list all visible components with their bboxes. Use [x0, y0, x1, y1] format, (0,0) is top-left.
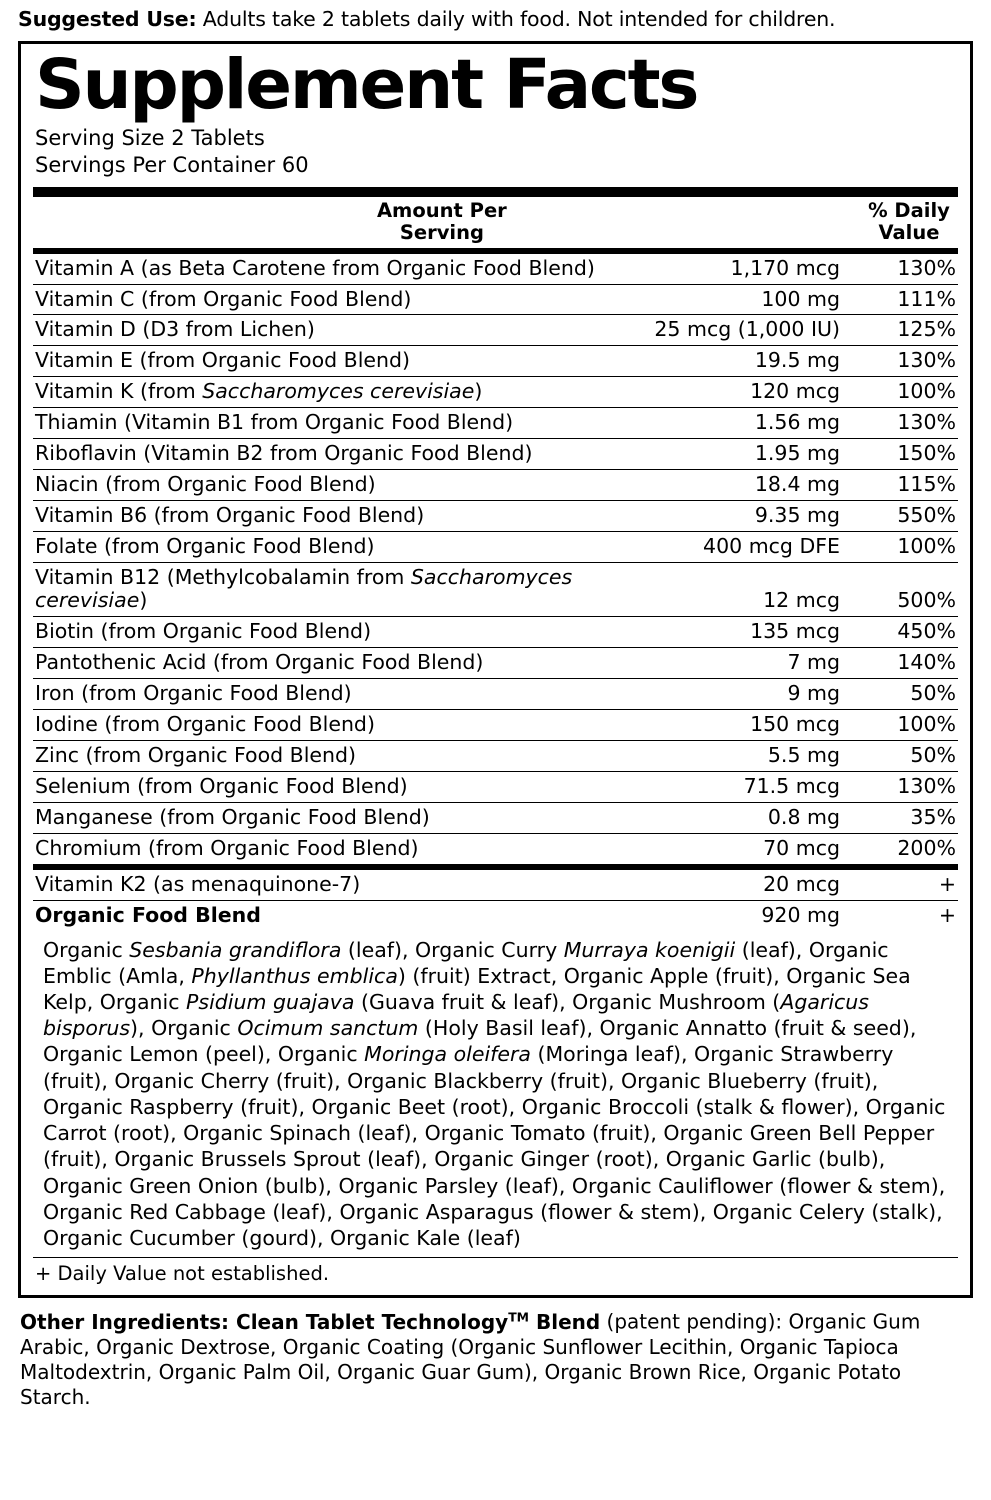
table-header-row [33, 197, 958, 248]
nutrient-name: Thiamin (Vitamin B1 from Organic Food Blend) [33, 408, 654, 439]
nutrient-daily-value: 500% [862, 563, 958, 617]
nutrient-amount: 25 mcg (1,000 IU) [654, 315, 862, 346]
nutrient-name: Vitamin E (from Organic Food Blend) [33, 346, 654, 377]
nutrient-daily-value: 200% [897, 835, 956, 860]
header-amount-per-serving: Amount Per Serving [376, 198, 507, 244]
nutrient-amount: 135 mcg [654, 617, 862, 648]
nutrient-amount: 0.8 mg [654, 802, 862, 833]
nutrient-amount: 70 mcg [763, 835, 840, 860]
nutrient-name: Chromium (from Organic Food Blend) [35, 835, 419, 860]
nutrient-amount: 1.56 mg [654, 408, 862, 439]
nutrient-amount: 18.4 mg [654, 470, 862, 501]
nutrition-table [33, 197, 958, 248]
serving-size: Serving Size 2 Tablets [35, 126, 265, 151]
blend-ingredients: Organic Sesbania grandiflora (leaf), Organic Curry Murraya koenigii (leaf), Organic Emblic (Amla, Phyllanthus emblica) (fruit) Extract, Organic Apple (fruit), Organic Sea Kelp, Organic Psidium guajava (Guava fruit & leaf), Organic Mushroom (Agaricus bisporus), Organic Ocimum sanctum (Holy Basil leaf), Organic Annatto (fruit & seed), Organic Lemon (peel), Organic Moringa oleifera (Moringa leaf), Organic Strawberry (fruit), Organic Cherry (fruit), Organic Blackberry (fruit), Organic Blueberry (fruit), Organic Raspberry (fruit), Organic Beet (root), Organic Broccoli (stalk & flower), Organic Carrot (root), Organic Spinach (leaf), Organic Tomato (fruit), Organic Green Bell Pepper (fruit), Organic Brussels Sprout (leaf), Organic Ginger (root), Organic Garlic (bulb), Organic Green Onion (bulb), Organic Parsley (leaf), Organic Cauliflower (flower & stem), Organic Red Cabbage (leaf), Organic Asparagus (flower & stem), Organic Celery (stalk), Organic Cucumber (gourd), Organic Kale (leaf) [43, 937, 946, 1251]
servings-per-container: Servings Per Container 60 [35, 153, 309, 178]
table-row [33, 900, 958, 930]
nutrient-daily-value: 125% [862, 315, 958, 346]
other-ingredients-text: (patent pending): Organic Gum Arabic, Organic Dextrose, Organic Coating (Organic Sunflower Lecithin, Organic Tapioca Maltodextrin, Organic Palm Oil, Organic Guar Gum), Organic Brown Rice, Organic Potato Starch. [20, 1310, 921, 1410]
supplement-facts-panel [18, 41, 973, 1299]
table-row [33, 315, 958, 346]
nutrient-name: Zinc (from Organic Food Blend) [33, 740, 654, 771]
suggested-use-label: Suggested Use: [18, 7, 197, 31]
extra-rows-table [33, 870, 958, 931]
table-row [33, 346, 958, 377]
nutrient-daily-value: 50% [862, 678, 958, 709]
nutrient-name: Vitamin D (D3 from Lichen) [33, 315, 654, 346]
extra-rows-body [33, 870, 958, 931]
table-row [33, 408, 958, 439]
table-row [33, 709, 958, 740]
table-row [33, 439, 958, 470]
other-ingredients-label: Other Ingredients: Clean Tablet Technology™ Blend [20, 1309, 601, 1335]
nutrient-amount: 5.5 mg [654, 740, 862, 771]
nutrient-name: Iodine (from Organic Food Blend) [33, 709, 654, 740]
nutrient-amount: 12 mcg [654, 563, 862, 617]
nutrient-daily-value: 100% [862, 709, 958, 740]
nutrient-name: Riboflavin (Vitamin B2 from Organic Food Blend) [33, 439, 654, 470]
rule-above-headers [33, 187, 958, 197]
nutrient-daily-value: 115% [862, 470, 958, 501]
nutrient-daily-value: 450% [862, 617, 958, 648]
nutrient-name: Niacin (from Organic Food Blend) [33, 470, 654, 501]
nutrient-amount: 7 mg [654, 647, 862, 678]
nutrient-name: Organic Food Blend [35, 902, 261, 927]
nutrient-daily-value: 150% [862, 439, 958, 470]
nutrient-daily-value: 140% [862, 647, 958, 678]
table-row [33, 501, 958, 532]
nutrient-daily-value: + [938, 902, 956, 927]
nutrient-amount: 400 mcg DFE [654, 532, 862, 563]
nutrient-amount: 920 mg [761, 902, 840, 927]
nutrient-name: Pantothenic Acid (from Organic Food Blend) [33, 647, 654, 678]
table-row [33, 563, 958, 617]
table-row [33, 470, 958, 501]
nutrient-daily-value: 130% [862, 771, 958, 802]
nutrient-rows-body [33, 254, 958, 864]
table-row [33, 617, 958, 648]
table-row [33, 678, 958, 709]
nutrient-rows-table [33, 254, 958, 864]
nutrient-amount: 100 mg [654, 284, 862, 315]
nutrient-amount: 1,170 mcg [654, 254, 862, 284]
table-row [33, 833, 958, 863]
nutrient-amount: 9.35 mg [654, 501, 862, 532]
other-ingredients [18, 1309, 973, 1410]
nutrient-name: Folate (from Organic Food Blend) [33, 532, 654, 563]
nutrient-name: Biotin (from Organic Food Blend) [33, 617, 654, 648]
table-row [33, 284, 958, 315]
table-row [33, 254, 958, 284]
suggested-use-text: Adults take 2 tablets daily with food. Not intended for children. [196, 7, 836, 31]
nutrient-daily-value: 130% [862, 408, 958, 439]
table-row [33, 377, 958, 408]
nutrient-daily-value: 100% [862, 377, 958, 408]
table-row [33, 532, 958, 563]
table-row [33, 870, 958, 900]
nutrient-daily-value: + [862, 870, 958, 900]
nutrient-daily-value: 130% [862, 254, 958, 284]
trademark-symbol: TM [508, 1309, 529, 1325]
nutrient-name: Vitamin A (as Beta Carotene from Organic Food Blend) [33, 254, 654, 284]
nutrient-name: Vitamin C (from Organic Food Blend) [33, 284, 654, 315]
nutrient-name: Vitamin K (from Saccharomyces cerevisiae) [33, 377, 654, 408]
header-blank [33, 197, 44, 248]
table-row [33, 647, 958, 678]
nutrient-amount: 71.5 mcg [654, 771, 862, 802]
nutrient-amount: 20 mcg [667, 870, 862, 900]
nutrient-daily-value: 550% [862, 501, 958, 532]
page-title: Supplement Facts [35, 44, 698, 125]
daily-value-footnote: + Daily Value not established. [35, 1262, 330, 1286]
nutrition-table-body [33, 197, 958, 248]
table-row [33, 802, 958, 833]
nutrient-amount: 120 mcg [654, 377, 862, 408]
nutrient-name: Manganese (from Organic Food Blend) [33, 802, 654, 833]
nutrient-daily-value: 35% [862, 802, 958, 833]
table-row [33, 740, 958, 771]
nutrient-daily-value: 50% [862, 740, 958, 771]
suggested-use-line [18, 8, 973, 32]
nutrient-amount: 150 mcg [654, 709, 862, 740]
nutrient-name: Vitamin B6 (from Organic Food Blend) [33, 501, 654, 532]
header-daily-value: % Daily Value [868, 198, 950, 244]
table-row [33, 771, 958, 802]
nutrient-name: Vitamin K2 (as menaquinone-7) [33, 870, 667, 900]
nutrient-amount: 19.5 mg [654, 346, 862, 377]
nutrient-name: Iron (from Organic Food Blend) [33, 678, 654, 709]
nutrient-daily-value: 111% [862, 284, 958, 315]
nutrient-daily-value: 100% [862, 532, 958, 563]
nutrient-amount: 9 mg [654, 678, 862, 709]
nutrient-daily-value: 130% [862, 346, 958, 377]
nutrient-amount: 1.95 mg [654, 439, 862, 470]
nutrient-name: Selenium (from Organic Food Blend) [33, 771, 654, 802]
nutrient-name: Vitamin B12 (Methylcobalamin from Saccharomyces cerevisiae) [33, 563, 654, 617]
